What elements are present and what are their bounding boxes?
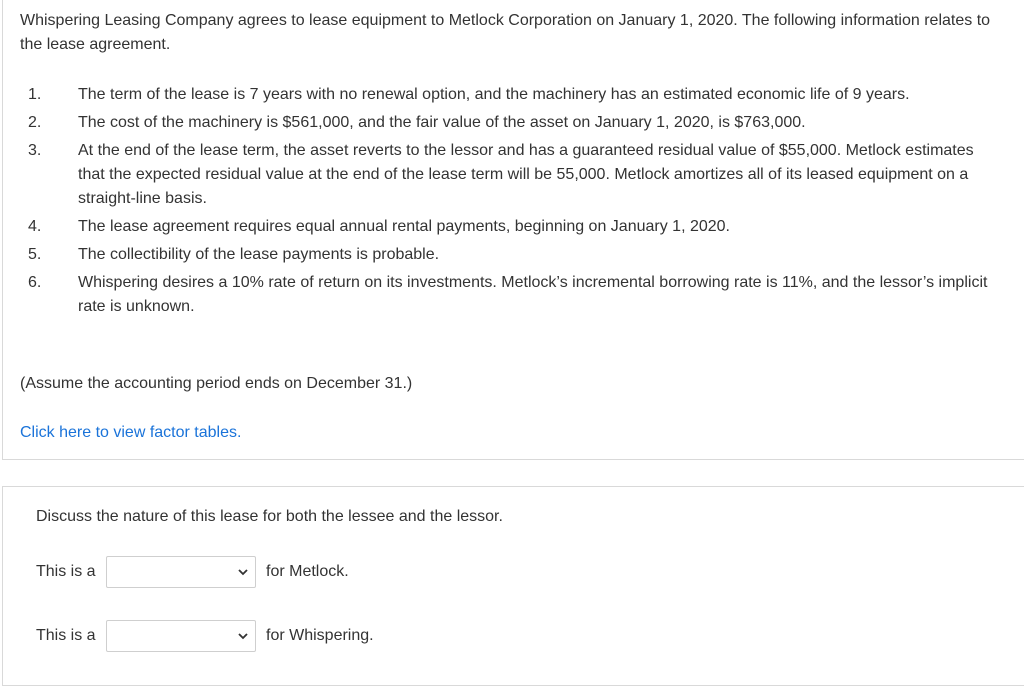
answer-prefix: This is a [36,563,96,580]
answer-prefix: This is a [36,627,96,644]
lease-info-list [20,83,1020,323]
list-item [20,139,998,211]
chevron-down-icon [237,629,249,643]
problem-intro: Whispering Leasing Company agrees to lease equipment to Metlock Corporation on January 1, 2020. The following information relates to the lease agreement. [20,12,991,53]
list-item-text: The collectibility of the lease payments is probable. [78,246,440,263]
list-item [20,243,998,267]
answer-row-whispering [36,618,374,654]
list-item-text: At the end of the lease term, the asset reverts to the lessor and has a guaranteed residual value of $55,000. Metlock estimates that the expected residual value at the end of the lease term will be 55,000. Metlock amortizes all of its leased equipment on a straight-line basis. [78,142,974,207]
lease-type-select-metlock[interactable] [106,556,256,588]
list-item-text: Whispering desires a 10% rate of return on its investments. Metlock’s incremental borrowing rate is 11%, and the lessor’s implicit rate is unknown. [78,274,988,315]
list-item-number: 4. [28,218,42,235]
answer-row-metlock [36,554,349,590]
list-item-text: The lease agreement requires equal annual rental payments, beginning on January 1, 2020. [78,218,730,235]
list-item-number: 6. [28,274,42,291]
assumption-note: (Assume the accounting period ends on December 31.) [20,375,413,392]
list-item [20,83,998,107]
list-item [20,111,998,135]
answer-suffix: for Metlock. [266,563,349,580]
answer-suffix: for Whispering. [266,627,374,644]
lease-type-select-whispering[interactable] [106,620,256,652]
question-prompt: Discuss the nature of this lease for both the lessee and the lessor. [36,508,503,525]
list-item-number: 5. [28,246,42,263]
factor-tables-link[interactable]: Click here to view factor tables. [20,424,242,441]
list-item-text: The term of the lease is 7 years with no renewal option, and the machinery has an estimated economic life of 9 years. [78,86,910,103]
list-item-text: The cost of the machinery is $561,000, and the fair value of the asset on January 1, 2020, is $763,000. [78,114,806,131]
list-item-number: 2. [28,114,42,131]
chevron-down-icon [237,565,249,579]
list-item [20,215,998,239]
list-item [20,271,998,319]
list-item-number: 3. [28,142,42,159]
list-item-number: 1. [28,86,42,103]
